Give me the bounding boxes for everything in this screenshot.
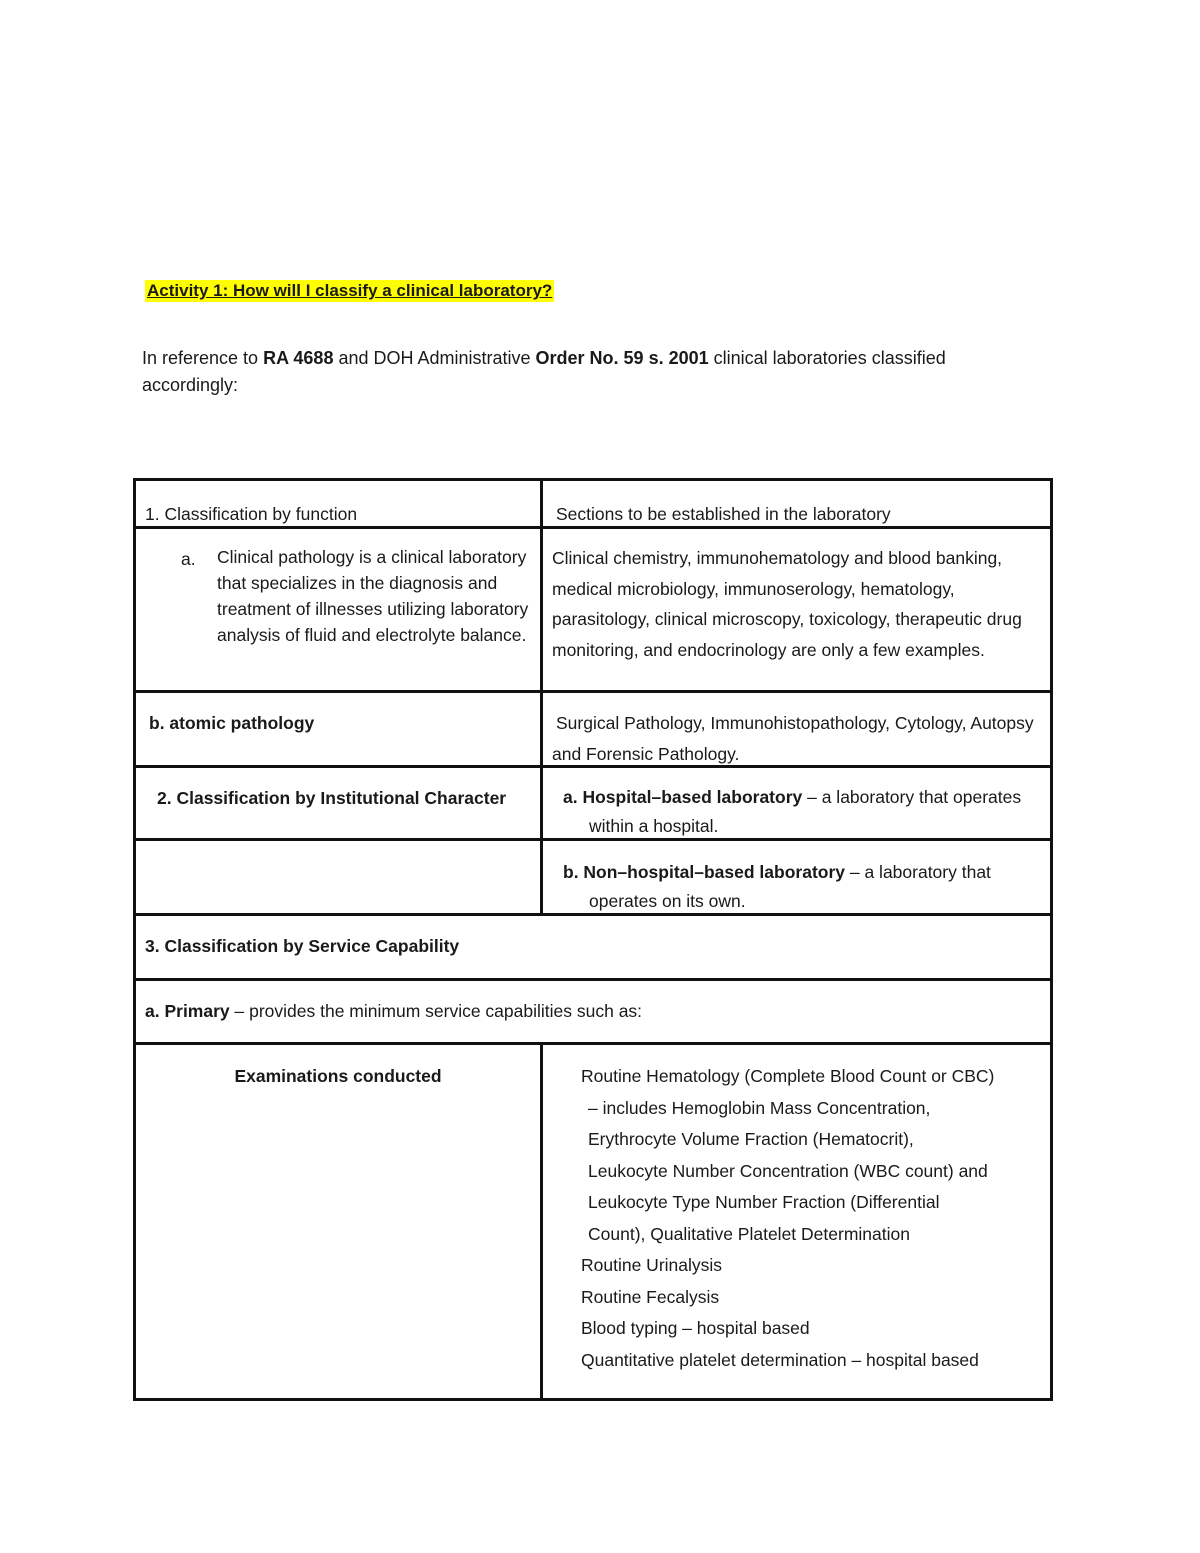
exam-item-urinalysis: Routine Urinalysis xyxy=(581,1255,723,1275)
table-column-divider xyxy=(540,1042,543,1401)
intro-text-1: In reference to xyxy=(142,348,264,368)
hospital-based-laboratory xyxy=(563,783,1049,841)
exam-item-continuation: Leukocyte Number Concentration (WBC count) and xyxy=(588,1160,988,1181)
intro-text-3: clinical laboratories classified accordingly: xyxy=(142,348,946,395)
exam-item-quantitative-platelet: Quantitative platelet determination – hospital based xyxy=(581,1349,979,1370)
activity-title: Activity 1: How will I classify a clinical laboratory? xyxy=(147,281,553,300)
exam-item-routine-hematology: Routine Hematology (Complete Blood Count or CBC) xyxy=(581,1066,995,1086)
intro-order-reference: Order No. 59 s. 2001 xyxy=(535,348,709,368)
exam-item-continuation: Count), Qualitative Platelet Determination xyxy=(588,1223,910,1244)
row-b-sections: Surgical Pathology, Immunohistopathology, Cytology, Autopsy and Forensic Pathology. xyxy=(552,713,1034,764)
examinations-list xyxy=(581,1061,1051,1376)
classification-service-capability: 3. Classification by Service Capability xyxy=(145,936,460,956)
exam-item-continuation: Leukocyte Type Number Fraction (Differential xyxy=(588,1192,940,1212)
non-hospital-based-text: – a laboratory that operates on its own. xyxy=(589,862,991,911)
classification-table xyxy=(133,478,1053,1401)
hospital-based-text: – a laboratory that operates within a hospital. xyxy=(589,787,1022,836)
table-column-divider xyxy=(540,481,543,913)
exam-item-blood-typing: Blood typing – hospital based xyxy=(581,1318,810,1338)
intro-paragraph xyxy=(142,345,1042,399)
row-a-clinical-pathology: Clinical pathology is a clinical laboratory that specializes in the diagnosis and treatment of illnesses utilizing laboratory analysis of fluid and electrolyte balance. xyxy=(217,547,529,645)
classification-institutional-character: 2. Classification by Institutional Character xyxy=(157,788,507,808)
row-b-atomic-pathology: b. atomic pathology xyxy=(149,713,315,733)
exam-item-continuation: Erythrocyte Volume Fraction (Hematocrit), xyxy=(588,1129,914,1149)
table-rule xyxy=(136,1042,1050,1045)
header-classification-by-function: 1. Classification by function xyxy=(145,504,358,524)
exam-item-fecalysis: Routine Fecalysis xyxy=(581,1286,720,1307)
examinations-conducted-label: Examinations conducted xyxy=(234,1066,442,1086)
table-rule xyxy=(136,978,1050,981)
primary-label: a. Primary xyxy=(145,1001,230,1021)
non-hospital-based-label: b. Non–hospital–based laboratory xyxy=(563,862,845,882)
row-a-marker: a. xyxy=(181,549,196,569)
hospital-based-label: a. Hospital–based laboratory xyxy=(563,787,803,807)
primary-capability xyxy=(145,996,1025,1026)
intro-ra-reference: RA 4688 xyxy=(263,348,334,368)
header-sections: Sections to be established in the laboratory xyxy=(556,504,891,524)
primary-text: – provides the minimum service capabilities such as: xyxy=(229,1001,643,1021)
non-hospital-based-laboratory xyxy=(563,858,1049,916)
intro-text-2: and DOH Administrative xyxy=(333,348,536,368)
exam-item-continuation: – includes Hemoglobin Mass Concentration, xyxy=(588,1097,931,1118)
row-a-sections: Clinical chemistry, immunohematology and blood banking, medical microbiology, immunoserology, hematology, parasitology, clinical microscopy, toxicology, therapeutic drug monitoring, and endocrinology are only a few examples. xyxy=(552,548,1022,660)
table-rule xyxy=(136,690,1050,693)
